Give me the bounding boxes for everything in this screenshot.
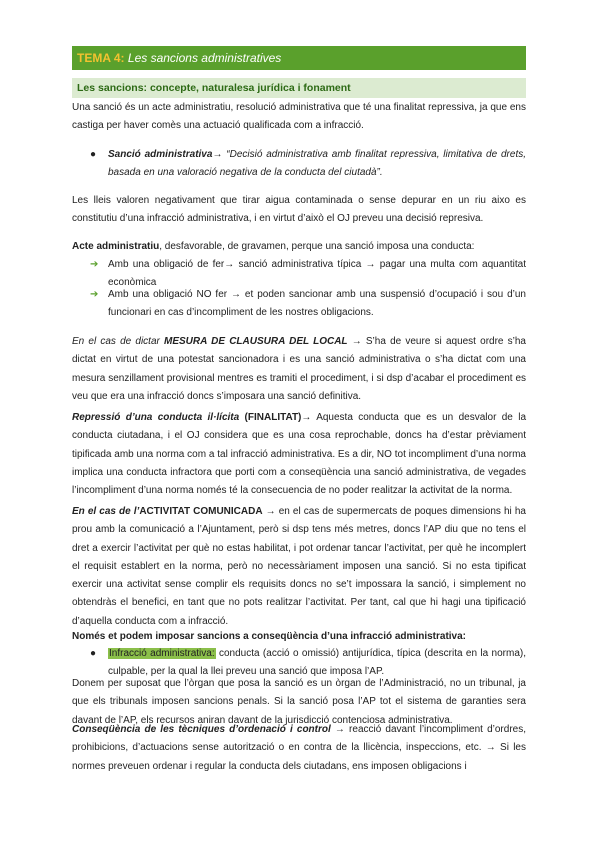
acte-rest: , desfavorable, de gravamen, perque una sanció imposa una conducta: (159, 241, 475, 252)
list-item-text: Amb una obligació NO fer → et poden sancionar amb una suspensió d’ocupació i sou d’un funcionari en cas d’incompliment de les nostres obligacions. (108, 289, 526, 319)
acte-lead: Acte administratiu (72, 241, 160, 252)
paragraph-definition: Una sanció és un acte administratiu, resolució administrativa que té una finalitat repressiva, ja que ens castiga per haver comès una actuació qualificada com a infracció. (72, 102, 526, 132)
arrow-text: → (212, 149, 223, 160)
clausura-lead: En el cas de dictar (72, 336, 165, 347)
activitat-lead: En el cas de l’ (72, 506, 140, 517)
paragraph-consequencia (72, 721, 526, 776)
activitat-rest: → en el cas de supermercats de poques dimensions hi ha prou amb la comunicació a l’Ajuntament, però si dsp tens més metres, doncs l’AP diu que no tens el dret a exercir l’activitat per què no estas habilitat, i pot ordenar tancar l’activitat, per què he incomplert el requisit establert en la norma, però no necessàriament imposen una sanció. Si no esta tipificat exercir una activitat sense complir els requisits doncs no se’t impossara la sanció, i simplement no obtendràs el benefici, en tant que no pots realitzar l’activitat. Per tant, cal que hi hagi una tipificació d’aquella conducta com a infracció. (72, 506, 526, 627)
chapter-title: Les sancions administratives (127, 51, 282, 65)
paragraph-donem: Donem per suposat que l’òrgan que posa la sanció es un òrgan de l’Administració, no un tribunal, ja que els tribunals imposen sancions penals. Si la sanció posa l’AP tot el sistema de garanties sera davant de l’AP, els recursos aniran davant de la jurisdicció contenciosa administrativa. (72, 678, 526, 726)
activitat-term: ACTIVITAT COMUNICADA (139, 506, 263, 517)
bullet-icon: ● (90, 648, 97, 659)
bullet-sancio-administrativa (72, 146, 526, 186)
consequencia-term: Conseqüència de les tècniques d’ordenació i control (72, 724, 331, 735)
repressio-term: Repressió d’una conducta il·lícita (72, 412, 240, 423)
list-item (72, 286, 526, 322)
consequencia-rest: → reacció davant l’incompliment d’ordres, prohibicions, d’actuacions sense autorització o en contra de la llicència, inspeccions, etc. → Si les normes preveuen ordenar i regular la conducta dels ciutadans, ens imposen obligacions i (72, 724, 526, 772)
infraccio-text: conducta (acció o omissió) antijurídica, típica (descrita en la norma), culpable, per la qual la llei preveu una sanció que imposa l’AP. (108, 648, 526, 678)
paragraph-acte (72, 238, 526, 256)
infraccio-highlight: Infracció administrativa: (109, 648, 215, 659)
section-title: Les sancions: concepte, naturalesa jurídica i fonament (72, 78, 526, 98)
repressio-rest: → Aquesta conducta que es un desvalor de la conducta ciutadana, i el OJ considera que es una cosa reprochable, doncs ha d’estar prèviament tipificada amb una norma com a tal infracció administrativa. Es a dir, NO tot incompliment d’una norma implica una conducta infractora que porti com a conseqüència una sanció administrativa, de vegades l’incompliment d’una norma només té la consecuencia de no poder realitzar la activitat de la norma. (72, 412, 527, 497)
paragraph-activitat (72, 503, 526, 631)
list-item-text: Amb una obligació de fer→ sanció administrativa típica → pagar una multa com aquantitat econòmica (108, 259, 526, 289)
bullet-term: Sanció administrativa (108, 149, 213, 160)
clausura-rest: → S’ha de veure si aquest ordre s’ha dictat en virtut de una potestat sancionadora i es una sanció administrativa o s’ha dictat com una mesura senzillament provisional mentres es tramiti el procediment, i si dsp d’acabar el procediment es veu que era una infracció doncs s’imposara una sanció definitiva. (72, 336, 526, 402)
paragraph-clausura (72, 333, 526, 406)
chapter-number: TEMA 4: (77, 51, 125, 65)
arrow-right-icon: ➔ (90, 289, 99, 300)
arrow-right-icon: ➔ (90, 259, 99, 270)
paragraph-lleis: Les lleis valoren negativament que tirar aigua contaminada o sense depurar en un riu aixo es constitutiu d’una infracció administrativa, i en virtut d’això el OJ preveu una decisió represiva. (72, 195, 526, 225)
chapter-header (72, 46, 526, 70)
bullet-icon: ● (90, 149, 97, 160)
repressio-finalitat: (FINALITAT) (239, 412, 302, 423)
bullet-quote: “Decisió administrativa amb finalitat repressiva, limitativa de drets, basada en una valoració negativa de la conducta del ciutadà”. (108, 149, 527, 179)
nomes-heading: Només et podem imposar sancions a conseqüència d’una infracció administrativa: (72, 631, 466, 642)
paragraph-nomes-heading (72, 628, 526, 646)
paragraph-repressio (72, 409, 526, 500)
clausura-term: MESURA DE CLAUSURA DEL LOCAL (164, 336, 348, 347)
